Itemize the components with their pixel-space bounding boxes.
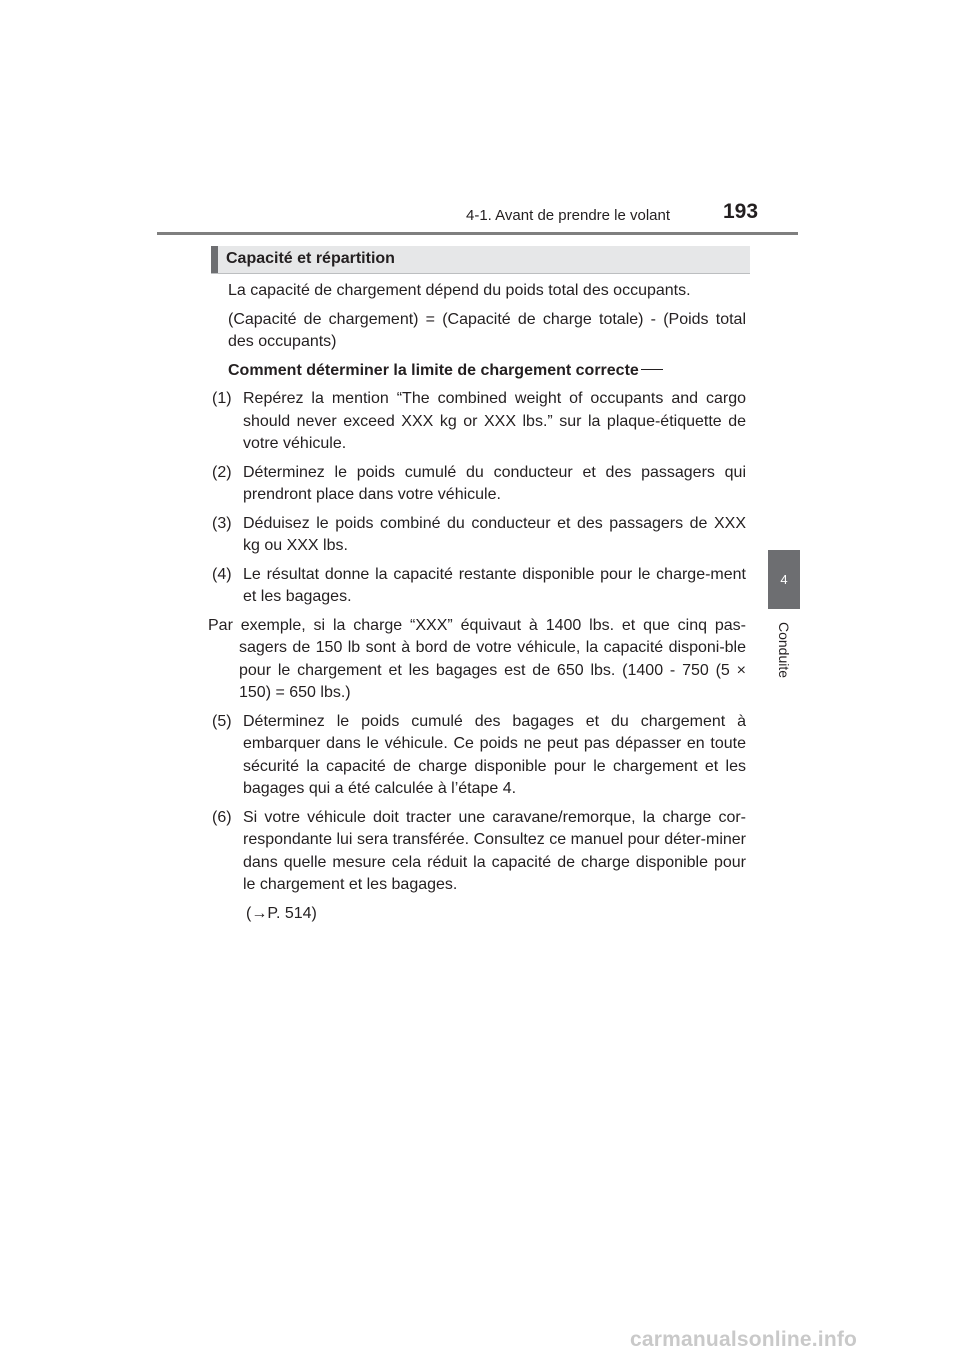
step-item xyxy=(212,564,746,609)
chapter-label-container xyxy=(770,620,798,680)
chapter-label: Conduite xyxy=(776,621,793,679)
header-rule xyxy=(157,232,798,235)
step-number: (1) xyxy=(212,390,232,407)
page-number: 193 xyxy=(723,200,759,223)
step-item xyxy=(212,462,746,507)
step-item xyxy=(212,513,746,558)
page-reference: (→P. 514) xyxy=(246,904,317,922)
main-content xyxy=(208,280,746,925)
step-item xyxy=(212,388,746,456)
subheading-text: Comment déterminer la limite de chargement correcte xyxy=(228,361,639,379)
step-number: (3) xyxy=(212,514,232,532)
header-section-title: 4-1. Avant de prendre le volant xyxy=(466,207,671,224)
chapter-number: 4 xyxy=(780,572,788,587)
subheading-paragraph xyxy=(212,360,746,383)
chapter-tab xyxy=(768,550,800,609)
section-heading-box xyxy=(211,246,750,274)
step-item xyxy=(212,807,746,897)
step-item xyxy=(212,711,746,801)
formula-paragraph: (Capacité de chargement) = (Capacité de charge totale) - (Poids total des occupants) xyxy=(228,310,746,350)
step-text: Repérez la mention “The combined weight of occupants and cargo should never exceed XXX kg or XXX lbs.” sur la plaque-étiquette de votre véhicule. xyxy=(243,390,746,452)
step-text: Si votre véhicule doit tracter une caravane/remorque, la charge cor-respondante lui sera transférée. Consultez ce manuel pour déter-miner dans quelle mesure cela réduit la capacité de charge disponible pour le chargement et les bagages. xyxy=(243,808,746,893)
em-dash-rule xyxy=(641,369,663,370)
step-text: Déterminez le poids cumulé des bagages et du chargement à embarquer dans le véhicule. Ce poids ne peut pas dépasser en toute sécurité la capacité de charge disponible pour le chargement et les bagages qui a été calculée à l’étape 4. xyxy=(243,712,746,797)
watermark: carmanualsonline.info xyxy=(630,1328,858,1351)
step-text: Le résultat donne la capacité restante disponible pour le charge-ment et les bagages. xyxy=(243,565,746,605)
step-text: Déterminez le poids cumulé du conducteur et des passagers qui prendront place dans votre véhicule. xyxy=(243,463,746,503)
step-number: (2) xyxy=(212,463,232,481)
step-number: (4) xyxy=(212,565,232,583)
step-number: (5) xyxy=(212,712,232,730)
intro-paragraph: La capacité de chargement dépend du poids total des occupants. xyxy=(228,282,691,299)
section-heading-title: Capacité et répartition xyxy=(226,250,395,267)
step-number: (6) xyxy=(212,808,232,826)
step-text: Déduisez le poids combiné du conducteur et des passagers de XXX kg ou XXX lbs. xyxy=(243,514,746,554)
example-paragraph: Par exemple, si la charge “XXX” équivaut à 1400 lbs. et que cinq pas-sagers de 150 lb sont à bord de votre véhicule, la capacité disponi-ble pour le chargement et les bagages est de 650 lbs. (1400 - 750 (5 × 150) = 650 lbs.) xyxy=(208,616,746,701)
section-heading-bar xyxy=(211,246,218,273)
